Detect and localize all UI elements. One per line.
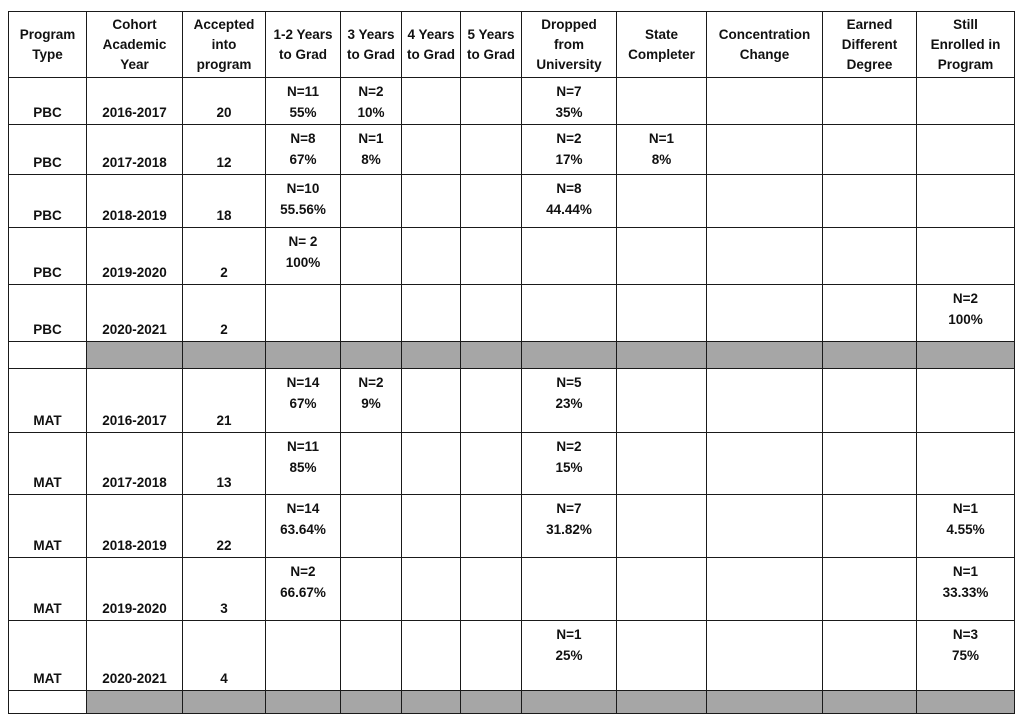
accepted-count-cell: 2 xyxy=(183,228,266,285)
separator-shaded-cell xyxy=(823,691,917,714)
table-row xyxy=(9,558,1015,621)
cell-3-years xyxy=(341,558,402,621)
cell-1-2-years xyxy=(266,433,341,495)
header-label-line: from xyxy=(554,36,584,52)
header-label-line: Concentration xyxy=(718,26,811,42)
cell-3-years xyxy=(341,621,402,691)
percent-value: 44.44% xyxy=(546,202,592,217)
header-label-line: Year xyxy=(120,56,149,72)
cell-dropped xyxy=(522,558,617,621)
count-value: N=14 xyxy=(286,375,320,390)
cell-3-years xyxy=(341,369,402,433)
count-value: N=1 xyxy=(648,131,675,146)
cell-5-years xyxy=(461,558,522,621)
cell-4-years xyxy=(402,175,461,228)
separator-shaded-cell xyxy=(341,342,402,369)
count-value: N=7 xyxy=(556,84,582,99)
table-row xyxy=(9,495,1015,558)
cell-dropped xyxy=(522,125,617,175)
cell-concentration-change xyxy=(707,285,823,342)
cell-still-enrolled xyxy=(917,369,1015,433)
cell-concentration-change xyxy=(707,433,823,495)
separator-shaded-cell xyxy=(522,691,617,714)
header-label-line: Degree xyxy=(846,56,893,72)
percent-value: 66.67% xyxy=(280,585,326,600)
header-1-2-years xyxy=(266,12,341,78)
accepted-count-cell: 4 xyxy=(183,621,266,691)
header-label-line: to Grad xyxy=(278,46,327,62)
cell-state-completer xyxy=(617,495,707,558)
header-earned-different-degree xyxy=(823,12,917,78)
separator-shaded-cell xyxy=(823,342,917,369)
percent-value: 55.56% xyxy=(280,202,326,217)
table-row xyxy=(9,228,1015,285)
header-row xyxy=(9,12,1015,78)
cell-1-2-years xyxy=(266,175,341,228)
cell-still-enrolled xyxy=(917,621,1015,691)
cell-4-years xyxy=(402,78,461,125)
separator-shaded-cell xyxy=(402,691,461,714)
separator-blank-cell xyxy=(9,342,87,369)
percent-value: 75% xyxy=(951,648,980,663)
cell-3-years xyxy=(341,175,402,228)
header-label-line: to Grad xyxy=(346,46,395,62)
cohort-outcomes-table xyxy=(8,11,1015,714)
header-accepted xyxy=(183,12,266,78)
cell-still-enrolled xyxy=(917,495,1015,558)
cell-earned-different-degree xyxy=(823,78,917,125)
program-type-cell: PBC xyxy=(9,78,87,125)
cohort-year-cell: 2020-2021 xyxy=(87,285,183,342)
cell-4-years xyxy=(402,285,461,342)
percent-value: 25% xyxy=(555,648,583,663)
header-label-line: program xyxy=(196,56,252,72)
cell-5-years xyxy=(461,621,522,691)
cell-concentration-change xyxy=(707,175,823,228)
percent-value: 4.55% xyxy=(946,522,985,537)
percent-value: 31.82% xyxy=(546,522,592,537)
cell-5-years xyxy=(461,175,522,228)
program-type-cell: MAT xyxy=(9,558,87,621)
cell-state-completer xyxy=(617,78,707,125)
percent-value: 9% xyxy=(361,396,381,411)
cell-1-2-years xyxy=(266,125,341,175)
count-value: N=1 xyxy=(952,501,979,516)
program-type-cell: PBC xyxy=(9,285,87,342)
cohort-year-cell: 2019-2020 xyxy=(87,228,183,285)
program-type-cell: PBC xyxy=(9,175,87,228)
cell-5-years xyxy=(461,228,522,285)
table-row xyxy=(9,621,1015,691)
count-value: N=1 xyxy=(358,131,384,146)
count-value: N= 2 xyxy=(288,234,318,249)
percent-value: 35% xyxy=(555,105,583,120)
separator-shaded-cell xyxy=(461,342,522,369)
header-label-line: 4 Years xyxy=(407,26,455,42)
count-value: N=2 xyxy=(358,84,384,99)
cell-1-2-years xyxy=(266,495,341,558)
cohort-year-cell: 2016-2017 xyxy=(87,78,183,125)
cell-3-years xyxy=(341,125,402,175)
header-label-line: Program xyxy=(937,56,994,72)
accepted-count-cell: 13 xyxy=(183,433,266,495)
count-value: N=11 xyxy=(287,439,319,454)
separator-shaded-cell xyxy=(461,691,522,714)
percent-value: 8% xyxy=(651,152,672,167)
percent-value: 15% xyxy=(555,460,583,475)
percent-value: 10% xyxy=(357,105,385,120)
cell-dropped xyxy=(522,495,617,558)
table-body xyxy=(9,78,1015,714)
accepted-count-cell: 22 xyxy=(183,495,266,558)
cell-3-years xyxy=(341,78,402,125)
cell-earned-different-degree xyxy=(823,125,917,175)
cell-4-years xyxy=(402,369,461,433)
cohort-year-cell: 2019-2020 xyxy=(87,558,183,621)
percent-value: 100% xyxy=(948,312,983,327)
cohort-year-cell: 2020-2021 xyxy=(87,621,183,691)
program-type-cell: MAT xyxy=(9,369,87,433)
cell-dropped xyxy=(522,175,617,228)
cell-dropped xyxy=(522,228,617,285)
cell-still-enrolled xyxy=(917,433,1015,495)
cell-4-years xyxy=(402,228,461,285)
count-value: N=5 xyxy=(556,375,582,390)
separator-shaded-cell xyxy=(707,342,823,369)
cohort-year-cell: 2016-2017 xyxy=(87,369,183,433)
cell-state-completer xyxy=(617,369,707,433)
accepted-count-cell: 21 xyxy=(183,369,266,433)
cell-5-years xyxy=(461,495,522,558)
cell-state-completer xyxy=(617,125,707,175)
cell-dropped xyxy=(522,78,617,125)
accepted-count-cell: 20 xyxy=(183,78,266,125)
count-value: N=2 xyxy=(290,564,316,579)
cell-concentration-change xyxy=(707,125,823,175)
cell-4-years xyxy=(402,558,461,621)
separator-shaded-cell xyxy=(917,691,1015,714)
table-row xyxy=(9,285,1015,342)
count-value: N=14 xyxy=(286,501,320,516)
separator-shaded-cell xyxy=(266,342,341,369)
program-type-cell: MAT xyxy=(9,495,87,558)
cell-5-years xyxy=(461,433,522,495)
separator-shaded-cell xyxy=(707,691,823,714)
outcomes-sheet xyxy=(8,11,1014,714)
program-type-cell: PBC xyxy=(9,228,87,285)
cell-earned-different-degree xyxy=(823,285,917,342)
separator-row xyxy=(9,342,1015,369)
cell-earned-different-degree xyxy=(823,495,917,558)
separator-shaded-cell xyxy=(402,342,461,369)
cell-4-years xyxy=(402,495,461,558)
header-label-line: 5 Years xyxy=(467,26,515,42)
cell-3-years xyxy=(341,285,402,342)
header-concentration-change xyxy=(707,12,823,78)
cell-1-2-years xyxy=(266,558,341,621)
header-program-type xyxy=(9,12,87,78)
table-row xyxy=(9,78,1015,125)
cell-5-years xyxy=(461,369,522,433)
header-cohort-year xyxy=(87,12,183,78)
separator-shaded-cell xyxy=(617,342,707,369)
header-state-completer xyxy=(617,12,707,78)
count-value: N=8 xyxy=(290,131,316,146)
separator-shaded-cell xyxy=(87,342,183,369)
cell-concentration-change xyxy=(707,558,823,621)
cell-still-enrolled xyxy=(917,558,1015,621)
count-value: N=10 xyxy=(286,181,320,196)
cell-concentration-change xyxy=(707,369,823,433)
accepted-count-cell: 3 xyxy=(183,558,266,621)
count-value: N=2 xyxy=(952,291,979,306)
cell-5-years xyxy=(461,125,522,175)
separator-shaded-cell xyxy=(617,691,707,714)
header-label-line: Enrolled in xyxy=(930,36,1001,52)
header-label-line: 3 Years xyxy=(347,26,395,42)
cell-3-years xyxy=(341,433,402,495)
header-label-line: Dropped xyxy=(541,16,597,32)
count-value: N=2 xyxy=(556,131,582,146)
program-type-cell: MAT xyxy=(9,621,87,691)
percent-value: 67% xyxy=(289,152,317,167)
separator-shaded-cell xyxy=(917,342,1015,369)
cell-concentration-change xyxy=(707,621,823,691)
cell-still-enrolled xyxy=(917,78,1015,125)
cell-dropped xyxy=(522,285,617,342)
cell-4-years xyxy=(402,433,461,495)
header-label-line: Academic xyxy=(102,36,167,52)
cell-1-2-years xyxy=(266,78,341,125)
cell-4-years xyxy=(402,621,461,691)
cell-5-years xyxy=(461,78,522,125)
separator-shaded-cell xyxy=(183,691,266,714)
percent-value: 33.33% xyxy=(942,585,989,600)
header-label-line: University xyxy=(536,56,602,72)
percent-value: 100% xyxy=(285,255,321,270)
separator-row xyxy=(9,691,1015,714)
percent-value: 8% xyxy=(361,152,381,167)
table-row xyxy=(9,125,1015,175)
cell-state-completer xyxy=(617,621,707,691)
cohort-year-cell: 2017-2018 xyxy=(87,433,183,495)
cell-dropped xyxy=(522,621,617,691)
cell-still-enrolled xyxy=(917,285,1015,342)
header-label-line: Earned xyxy=(846,16,893,32)
cell-1-2-years xyxy=(266,621,341,691)
count-value: N=11 xyxy=(287,84,319,99)
percent-value: 67% xyxy=(289,396,317,411)
cell-concentration-change xyxy=(707,495,823,558)
header-5-years xyxy=(461,12,522,78)
header-label-line: 1-2 Years xyxy=(273,26,333,42)
percent-value: 17% xyxy=(555,152,583,167)
separator-shaded-cell xyxy=(266,691,341,714)
separator-shaded-cell xyxy=(522,342,617,369)
separator-blank-cell xyxy=(9,691,87,714)
cell-5-years xyxy=(461,285,522,342)
cell-concentration-change xyxy=(707,228,823,285)
header-label-line: to Grad xyxy=(466,46,515,62)
percent-value: 85% xyxy=(289,460,317,475)
cell-concentration-change xyxy=(707,78,823,125)
accepted-count-cell: 18 xyxy=(183,175,266,228)
program-type-cell: MAT xyxy=(9,433,87,495)
separator-shaded-cell xyxy=(341,691,402,714)
cell-still-enrolled xyxy=(917,228,1015,285)
header-label-line: Cohort xyxy=(112,16,157,32)
cell-state-completer xyxy=(617,285,707,342)
header-label-line: Still xyxy=(953,16,978,32)
cell-earned-different-degree xyxy=(823,433,917,495)
cell-4-years xyxy=(402,125,461,175)
cell-earned-different-degree xyxy=(823,175,917,228)
header-label-line: Change xyxy=(739,46,790,62)
header-label-line: into xyxy=(211,36,237,52)
cell-still-enrolled xyxy=(917,125,1015,175)
cell-earned-different-degree xyxy=(823,558,917,621)
table-row xyxy=(9,433,1015,495)
cell-dropped xyxy=(522,433,617,495)
header-label-line: Different xyxy=(841,36,898,52)
header-label-line: to Grad xyxy=(406,46,455,62)
cohort-year-cell: 2017-2018 xyxy=(87,125,183,175)
percent-value: 55% xyxy=(289,105,317,120)
cell-earned-different-degree xyxy=(823,369,917,433)
table-row xyxy=(9,175,1015,228)
cell-state-completer xyxy=(617,175,707,228)
cell-earned-different-degree xyxy=(823,621,917,691)
program-type-cell: PBC xyxy=(9,125,87,175)
header-still-enrolled xyxy=(917,12,1015,78)
count-value: N=2 xyxy=(358,375,384,390)
cell-earned-different-degree xyxy=(823,228,917,285)
accepted-count-cell: 2 xyxy=(183,285,266,342)
header-label-line: Type xyxy=(32,46,63,62)
header-label-line: State xyxy=(644,26,678,42)
count-value: N=7 xyxy=(556,501,582,516)
header-label-line: Program xyxy=(19,26,76,42)
cell-state-completer xyxy=(617,558,707,621)
cell-1-2-years xyxy=(266,285,341,342)
count-value: N=1 xyxy=(952,564,979,579)
cohort-year-cell: 2018-2019 xyxy=(87,495,183,558)
cell-1-2-years xyxy=(266,228,341,285)
percent-value: 23% xyxy=(555,396,583,411)
header-label-line: Accepted xyxy=(193,16,255,32)
cell-3-years xyxy=(341,495,402,558)
count-value: N=8 xyxy=(556,181,582,196)
percent-value: 63.64% xyxy=(280,522,326,537)
cohort-year-cell: 2018-2019 xyxy=(87,175,183,228)
header-3-years xyxy=(341,12,402,78)
cell-1-2-years xyxy=(266,369,341,433)
separator-shaded-cell xyxy=(183,342,266,369)
header-4-years xyxy=(402,12,461,78)
header-dropped xyxy=(522,12,617,78)
count-value: N=2 xyxy=(556,439,582,454)
separator-shaded-cell xyxy=(87,691,183,714)
cell-3-years xyxy=(341,228,402,285)
count-value: N=1 xyxy=(556,627,582,642)
cell-state-completer xyxy=(617,228,707,285)
table-row xyxy=(9,369,1015,433)
cell-state-completer xyxy=(617,433,707,495)
cell-dropped xyxy=(522,369,617,433)
cell-still-enrolled xyxy=(917,175,1015,228)
header-label-line: Completer xyxy=(628,46,695,62)
count-value: N=3 xyxy=(952,627,979,642)
accepted-count-cell: 12 xyxy=(183,125,266,175)
